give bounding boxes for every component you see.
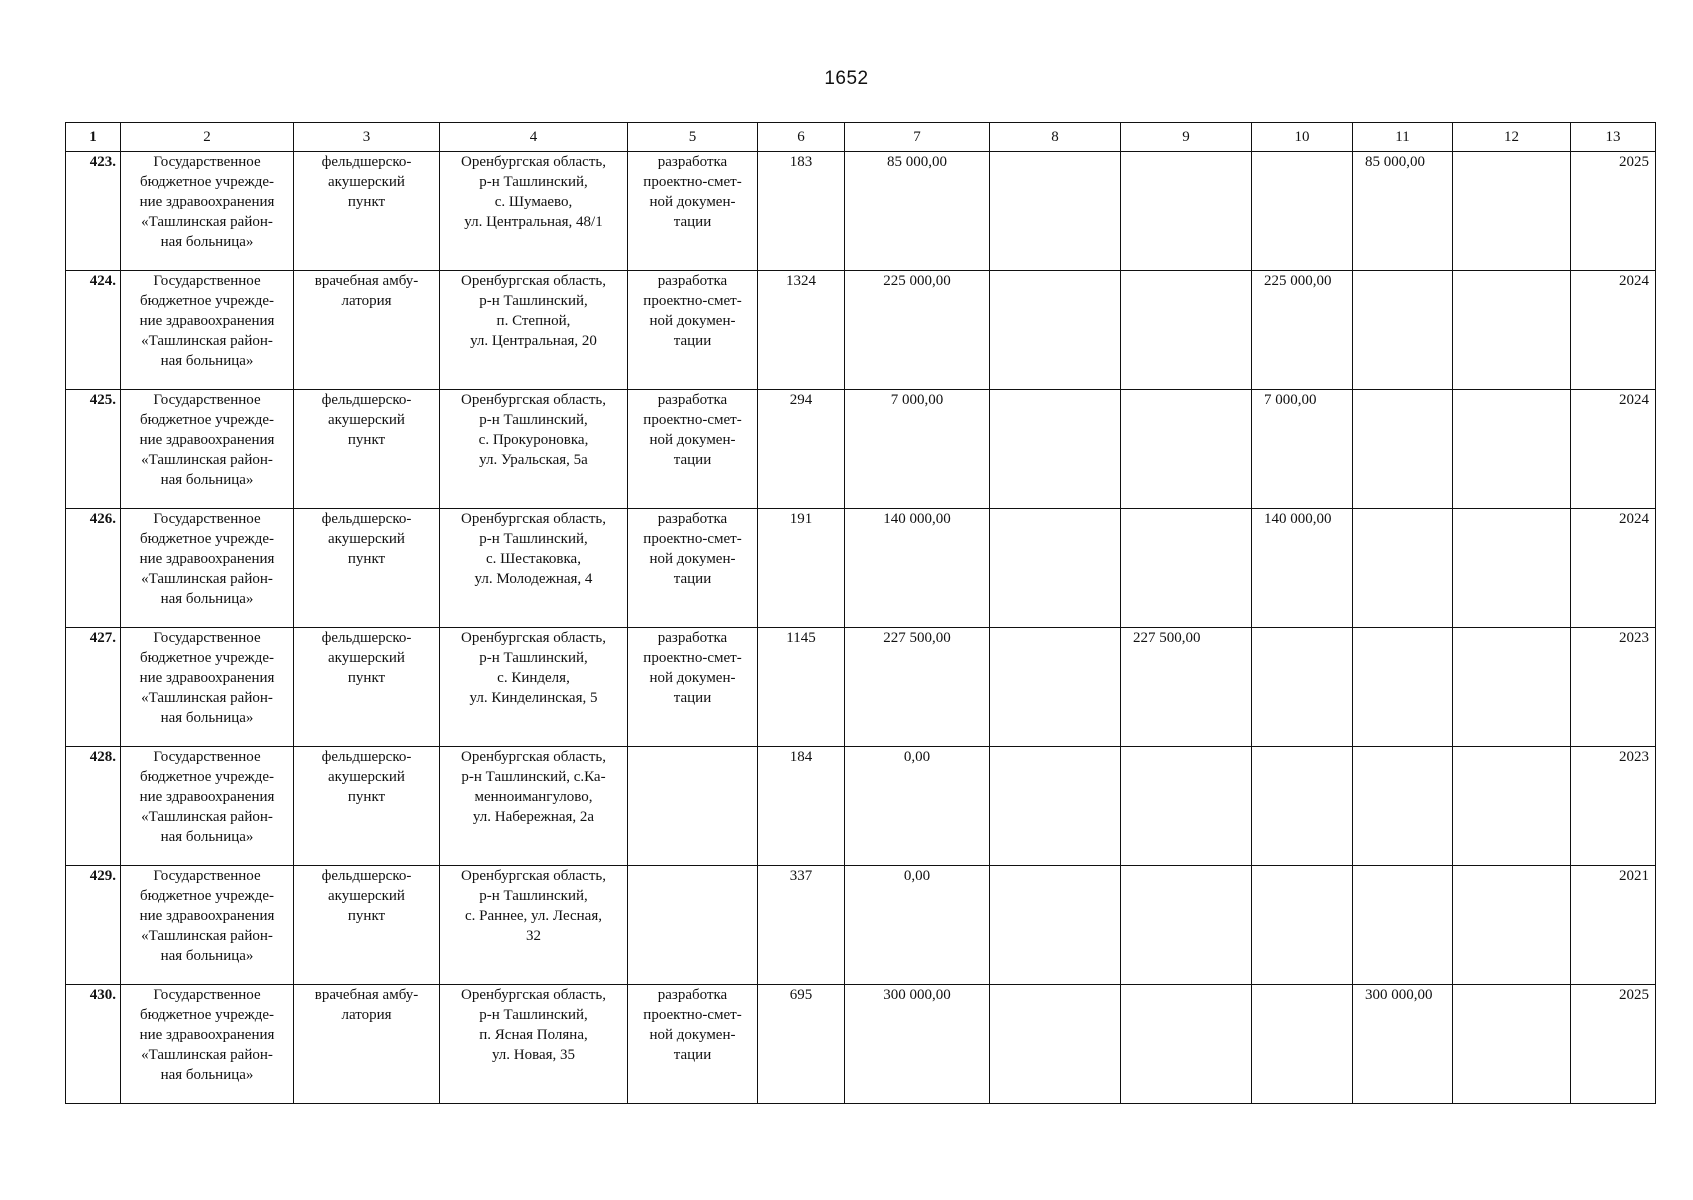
row-number: 425. [66,390,121,509]
col-10-amount: 7 000,00 [1252,390,1353,509]
col-10-amount: 225 000,00 [1252,271,1353,390]
col-7-amount: 227 500,00 [845,628,990,747]
col-10-amount [1252,628,1353,747]
col-11-amount [1353,628,1453,747]
facility-type [294,985,440,1104]
col-8-amount [990,866,1121,985]
col-7-amount: 140 000,00 [845,509,990,628]
facility-address [440,390,628,509]
col-6-value: 183 [758,152,845,271]
institution-name-text: Государственное бюджетное учрежде- ние здравоохранения «Ташлинская район- ная больница» [139,511,275,607]
facilities-table [65,122,1656,1104]
col-9-amount [1121,271,1252,390]
col-10-amount [1252,985,1353,1104]
facility-address [440,271,628,390]
year: 2025 [1571,985,1656,1104]
facility-type-text: фельдшерско- акушерский пункт [321,868,412,924]
col-8-amount [990,509,1121,628]
header-cell: 7 [845,123,990,152]
row-number: 427. [66,628,121,747]
col-7-amount: 85 000,00 [845,152,990,271]
row-number: 423. [66,152,121,271]
header-row [66,123,1656,152]
col-11-amount: 300 000,00 [1353,985,1453,1104]
header-cell: 8 [990,123,1121,152]
table-row [66,866,1656,985]
col-8-amount [990,152,1121,271]
facility-type-text: фельдшерско- акушерский пункт [321,392,412,448]
col-8-amount [990,628,1121,747]
work-type [628,509,758,628]
institution-name-text: Государственное бюджетное учрежде- ние здравоохранения «Ташлинская район- ная больница» [139,392,275,488]
col-10-amount: 140 000,00 [1252,509,1353,628]
col-9-amount [1121,747,1252,866]
row-number: 428. [66,747,121,866]
col-9-amount [1121,390,1252,509]
col-12-amount [1453,985,1571,1104]
year: 2023 [1571,747,1656,866]
col-11-amount [1353,509,1453,628]
work-type [628,985,758,1104]
institution-name-text: Государственное бюджетное учрежде- ние здравоохранения «Ташлинская район- ная больница» [139,630,275,726]
work-type-text: разработка проектно-смет- ной докумен- тации [643,154,742,230]
institution-name [121,866,294,985]
facility-address [440,509,628,628]
work-type-text: разработка проектно-смет- ной докумен- тации [643,987,742,1063]
col-7-amount: 7 000,00 [845,390,990,509]
work-type [628,390,758,509]
facility-type [294,152,440,271]
facility-address [440,747,628,866]
facility-type-text: фельдшерско- акушерский пункт [321,749,412,805]
work-type [628,152,758,271]
work-type-text: разработка проектно-смет- ной докумен- тации [643,511,742,587]
institution-name [121,271,294,390]
facility-address-text: Оренбургская область, р-н Ташлинский, с. Прокуроновка, ул. Уральская, 5а [461,392,606,468]
work-type-text: разработка проектно-смет- ной докумен- тации [643,273,742,349]
table-row [66,985,1656,1104]
institution-name-text: Государственное бюджетное учрежде- ние здравоохранения «Ташлинская район- ная больница» [139,154,275,250]
row-number: 424. [66,271,121,390]
header-cell: 2 [121,123,294,152]
work-type [628,747,758,866]
institution-name [121,152,294,271]
facility-type [294,628,440,747]
col-9-amount: 227 500,00 [1121,628,1252,747]
facility-address-text: Оренбургская область, р-н Ташлинский, п. Степной, ул. Центральная, 20 [461,273,606,349]
institution-name-text: Государственное бюджетное учрежде- ние здравоохранения «Ташлинская район- ная больница» [139,749,275,845]
table-row [66,271,1656,390]
facility-type [294,866,440,985]
row-number: 426. [66,509,121,628]
institution-name-text: Государственное бюджетное учрежде- ние здравоохранения «Ташлинская район- ная больница» [139,273,275,369]
facility-type-text: врачебная амбу- латория [314,987,419,1023]
facility-type [294,747,440,866]
work-type-text: разработка проектно-смет- ной докумен- тации [643,630,742,706]
col-7-amount: 0,00 [845,747,990,866]
facility-address [440,866,628,985]
col-6-value: 184 [758,747,845,866]
col-6-value: 1145 [758,628,845,747]
col-12-amount [1453,271,1571,390]
facility-address [440,152,628,271]
col-6-value: 294 [758,390,845,509]
facility-type [294,509,440,628]
facility-address-text: Оренбургская область, р-н Ташлинский, с. Раннее, ул. Лесная, 32 [461,868,606,944]
table-row [66,747,1656,866]
facility-address-text: Оренбургская область, р-н Ташлинский, п. Ясная Поляна, ул. Новая, 35 [461,987,606,1063]
col-9-amount [1121,985,1252,1104]
institution-name [121,985,294,1104]
col-10-amount [1252,747,1353,866]
header-cell: 3 [294,123,440,152]
institution-name [121,390,294,509]
col-7-amount: 300 000,00 [845,985,990,1104]
work-type [628,271,758,390]
row-number: 429. [66,866,121,985]
page-number: 1652 [824,68,869,89]
col-12-amount [1453,152,1571,271]
header-cell: 10 [1252,123,1353,152]
col-12-amount [1453,390,1571,509]
header-cell: 5 [628,123,758,152]
facility-type-text: врачебная амбу- латория [314,273,419,309]
facility-address-text: Оренбургская область, р-н Ташлинский, с. Шумаево, ул. Центральная, 48/1 [461,154,606,230]
institution-name-text: Государственное бюджетное учрежде- ние здравоохранения «Ташлинская район- ная больница» [139,868,275,964]
header-cell: 4 [440,123,628,152]
work-type-text: разработка проектно-смет- ной докумен- тации [643,392,742,468]
col-11-amount [1353,866,1453,985]
facility-address-text: Оренбургская область, р-н Ташлинский, с. Кинделя, ул. Кинделинская, 5 [461,630,606,706]
col-6-value: 191 [758,509,845,628]
institution-name-text: Государственное бюджетное учрежде- ние здравоохранения «Ташлинская район- ная больница» [139,987,275,1083]
col-8-amount [990,271,1121,390]
header-cell: 11 [1353,123,1453,152]
col-12-amount [1453,866,1571,985]
table-row [66,152,1656,271]
table-row [66,628,1656,747]
year: 2024 [1571,509,1656,628]
header-cell: 9 [1121,123,1252,152]
col-12-amount [1453,628,1571,747]
row-number: 430. [66,985,121,1104]
year: 2023 [1571,628,1656,747]
facility-address [440,985,628,1104]
col-6-value: 695 [758,985,845,1104]
institution-name [121,747,294,866]
col-10-amount [1252,152,1353,271]
facility-type [294,390,440,509]
facility-type-text: фельдшерско- акушерский пункт [321,154,412,210]
header-cell: 13 [1571,123,1656,152]
work-type [628,628,758,747]
col-12-amount [1453,747,1571,866]
facility-type-text: фельдшерско- акушерский пункт [321,511,412,567]
facility-address-text: Оренбургская область, р-н Ташлинский, с. Шестаковка, ул. Молодежная, 4 [461,511,606,587]
header-cell: 12 [1453,123,1571,152]
facility-type [294,271,440,390]
institution-name [121,628,294,747]
col-9-amount [1121,866,1252,985]
col-7-amount: 0,00 [845,866,990,985]
facility-address [440,628,628,747]
col-11-amount [1353,747,1453,866]
col-12-amount [1453,509,1571,628]
institution-name [121,509,294,628]
col-6-value: 1324 [758,271,845,390]
table-row [66,390,1656,509]
col-8-amount [990,390,1121,509]
header-cell: 1 [66,123,121,152]
col-9-amount [1121,152,1252,271]
col-8-amount [990,985,1121,1104]
year: 2021 [1571,866,1656,985]
year: 2024 [1571,390,1656,509]
col-9-amount [1121,509,1252,628]
col-10-amount [1252,866,1353,985]
col-8-amount [990,747,1121,866]
col-6-value: 337 [758,866,845,985]
col-11-amount [1353,390,1453,509]
facility-type-text: фельдшерско- акушерский пункт [321,630,412,686]
col-11-amount: 85 000,00 [1353,152,1453,271]
col-11-amount [1353,271,1453,390]
work-type [628,866,758,985]
col-7-amount: 225 000,00 [845,271,990,390]
year: 2025 [1571,152,1656,271]
header-cell: 6 [758,123,845,152]
table-row [66,509,1656,628]
year: 2024 [1571,271,1656,390]
facility-address-text: Оренбургская область, р-н Ташлинский, с.Ка- менноимангулово, ул. Набережная, 2а [461,749,606,825]
